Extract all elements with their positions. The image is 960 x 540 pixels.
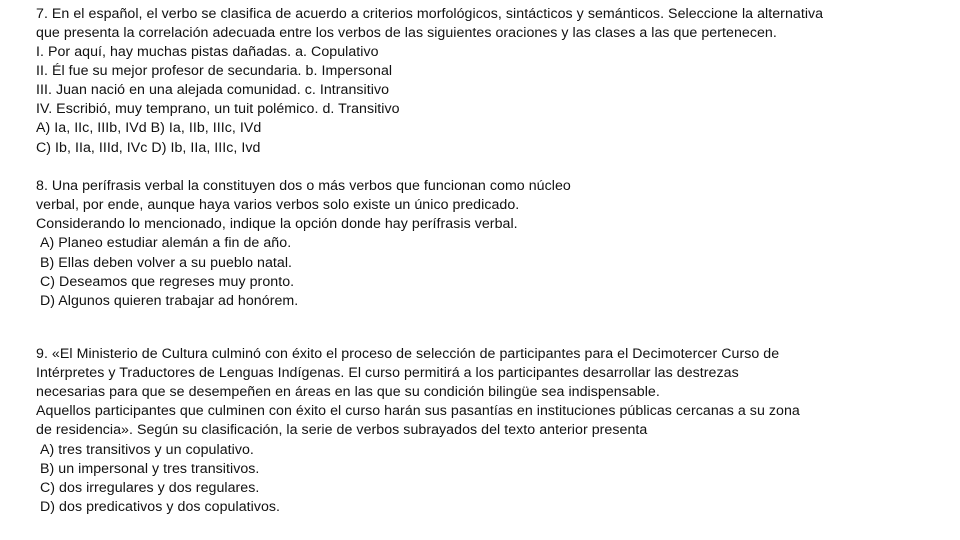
question-9-stem-line-2: Intérpretes y Traductores de Lenguas Indígenas. El curso permitirá a los participantes desarrollar las destrezas <box>36 365 739 381</box>
question-8-option-b: B) Ellas deben volver a su pueblo natal. <box>40 255 293 271</box>
question-9-option-b: B) un impersonal y tres transitivos. <box>40 461 260 477</box>
question-9-option-d: D) dos predicativos y dos copulativos. <box>40 499 281 515</box>
question-7-item-ii: II. Él fue su mejor profesor de secundaria. b. Impersonal <box>36 63 393 79</box>
question-7-item-i: I. Por aquí, hay muchas pistas dañadas. a. Copulativo <box>36 44 379 60</box>
question-8-option-a: A) Planeo estudiar alemán a fin de año. <box>40 235 292 251</box>
question-7-stem-line-1: 7. En el español, el verbo se clasifica de acuerdo a criterios morfológicos, sintácticos y semánticos. Seleccione la alternativa <box>36 6 824 22</box>
question-9-stem-line-4: Aquellos participantes que culminen con éxito el curso harán sus pasantías en instituciones públicas cercanas a su zona <box>36 403 800 419</box>
question-7-options-cd: C) Ib, IIa, IIId, IVc D) Ib, IIa, IIIc, Ivd <box>36 140 261 156</box>
question-8-stem-line-3: Considerando lo mencionado, indique la opción donde hay perífrasis verbal. <box>36 216 518 232</box>
question-9-option-a: A) tres transitivos y un copulativo. <box>40 442 254 458</box>
question-9-stem-line-3: necesarias para que se desempeñen en áreas en las que su condición bilingüe sea indispensable. <box>36 384 660 400</box>
question-7-item-iv: IV. Escribió, muy temprano, un tuit polémico. d. Transitivo <box>36 101 400 117</box>
question-7-options-ab: A) Ia, IIc, IIIb, IVd B) Ia, IIb, IIIc, IVd <box>36 120 262 136</box>
question-7-stem-line-2: que presenta la correlación adecuada entre los verbos de las siguientes oraciones y las clases a las que pertenecen. <box>36 25 777 41</box>
question-8-option-c: C) Deseamos que regreses muy pronto. <box>40 274 295 290</box>
question-9-stem-line-1: 9. «El Ministerio de Cultura culminó con éxito el proceso de selección de participantes para el Decimotercer Curso de <box>36 346 780 362</box>
question-7-item-iii: III. Juan nació en una alejada comunidad. c. Intransitivo <box>36 82 390 98</box>
question-8-option-d: D) Algunos quieren trabajar ad honórem. <box>40 293 299 309</box>
question-9-stem-line-5: de residencia». Según su clasificación, la serie de verbos subrayados del texto anterior presenta <box>36 422 648 438</box>
question-9-option-c: C) dos irregulares y dos regulares. <box>40 480 260 496</box>
question-8-stem-line-1: 8. Una perífrasis verbal la constituyen dos o más verbos que funcionan como núcleo <box>36 178 571 194</box>
question-8-stem-line-2: verbal, por ende, aunque haya varios verbos solo existe un único predicado. <box>36 197 520 213</box>
